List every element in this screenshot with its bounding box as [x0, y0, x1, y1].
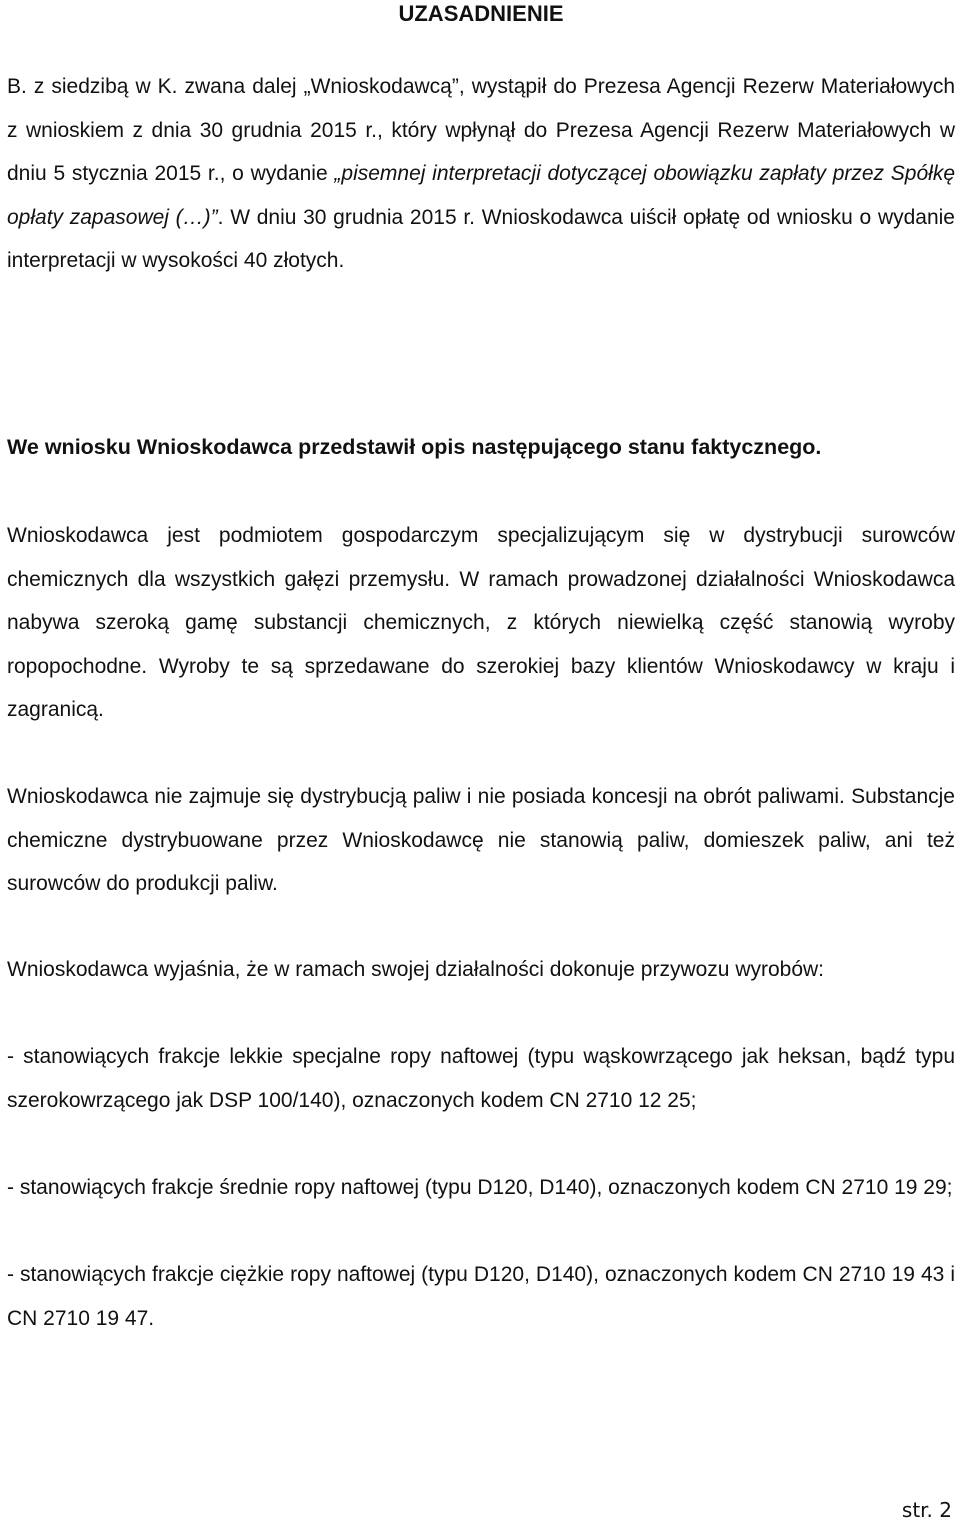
- paragraph-imports-intro: Wnioskodawca wyjaśnia, że w ramach swojej działalności dokonuje przywozu wyrobów:: [7, 958, 825, 981]
- document-title: UZASADNIENIE: [398, 1, 564, 26]
- paragraph-facts-heading: We wniosku Wnioskodawca przedstawił opis następującego stanu faktycznego.: [7, 435, 822, 459]
- paragraph-intro-quote: „pisemnej interpretacji dotyczącej obowiązku zapłaty przez Spółkę opłaty zapasowej (…)”: [7, 162, 955, 229]
- paragraph-intro-text-a: B. z siedzibą w K. zwana dalej „Wnioskodawcą”, wystąpił do Prezesa Agencji Rezerw Materiałowych z wnioskiem z dnia 30 grudnia 2015 r., który wpłynął do Prezesa Agencji Rezerw Materiałowych w dniu 5 stycznia 2015 r., o wydanie: [7, 75, 955, 185]
- page-number: str. 2: [901, 1498, 952, 1522]
- paragraph-intro: [7, 65, 955, 283]
- list-item: - stanowiących frakcje średnie ropy naftowej (typu D120, D140), oznaczonych kodem CN 2710 19 29;: [7, 1176, 953, 1199]
- list-item: - stanowiących frakcje ciężkie ropy naftowej (typu D120, D140), oznaczonych kodem CN 2710 19 43 i CN 2710 19 47.: [7, 1263, 955, 1330]
- paragraph-intro-text-b: . W dniu 30 grudnia 2015 r. Wnioskodawca uiścił opłatę od wniosku o wydanie interpretacji w wysokości 40 złotych.: [7, 205, 955, 272]
- paragraph-no-fuels: Wnioskodawca nie zajmuje się dystrybucją paliw i nie posiada koncesji na obrót paliwami. Substancje chemiczne dystrybuowane przez Wnioskodawcę nie stanowią paliw, domieszek paliw, ani też surowców do produkcji paliw.: [7, 785, 955, 895]
- paragraph-business-description: Wnioskodawca jest podmiotem gospodarczym specjalizującym się w dystrybucji surowców chemicznych dla wszystkich gałęzi przemysłu. W ramach prowadzonej działalności Wnioskodawca nabywa szeroką gamę substancji chemicznych, z których niewielką część stanowią wyroby ropopochodne. Wyroby te są sprzedawane do szerokiej bazy klientów Wnioskodawcy w kraju i zagranicą.: [7, 524, 955, 721]
- list-item: - stanowiących frakcje lekkie specjalne ropy naftowej (typu wąskowrzącego jak heksan, bądź typu szerokowrzącego jak DSP 100/140), oznaczonych kodem CN 2710 12 25;: [7, 1045, 955, 1112]
